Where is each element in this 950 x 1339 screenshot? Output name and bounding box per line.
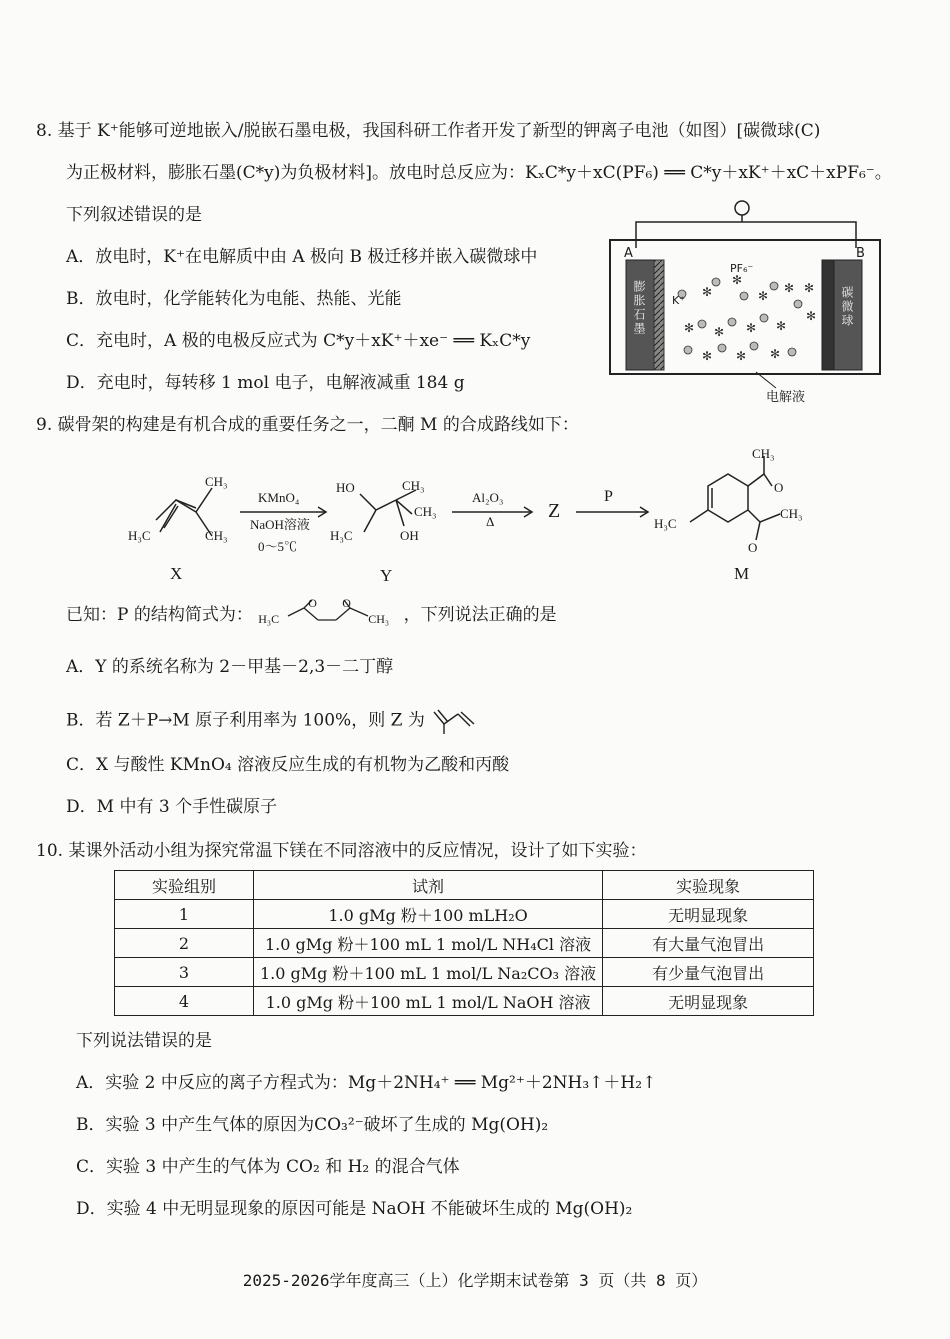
reagent1-bottom: 0～5℃ <box>258 539 298 554</box>
table-cell: 3 <box>115 958 254 987</box>
table-header: 实验组别 <box>115 871 254 900</box>
svg-text:✻: ✻ <box>806 309 817 323</box>
table-row <box>115 987 814 1016</box>
q9-option-a: A．Y 的系统名称为 2－甲基－2,3－二丁醇 <box>66 657 394 677</box>
x-h3c: H₃C <box>128 528 151 543</box>
pf6-ion-label: PF₆⁻ <box>730 262 754 275</box>
table-header-row <box>115 871 814 900</box>
q9-number: 9. <box>36 415 53 435</box>
table-cell: 有大量气泡冒出 <box>603 929 814 958</box>
reagent2-bottom: Δ <box>486 514 495 529</box>
p-o-right: O <box>342 596 351 610</box>
q10-option-d: D．实验 4 中无明显现象的原因可能是 NaOH 不能破坏生成的 Mg(OH)₂ <box>76 1199 633 1219</box>
q8-text-line2: 为正极材料，膨胀石墨(C*y)为负极材料]。放电时总反应为：KₓC*y＋xC(PF₆) ══ C*y＋xK⁺＋xC＋xPF₆⁻。 <box>66 163 892 183</box>
bulb-icon <box>735 201 749 215</box>
p-o-left: O <box>308 596 317 610</box>
reagent1-mid: NaOH溶液 <box>250 517 310 532</box>
svg-text:✻: ✻ <box>714 325 725 339</box>
table-cell: 无明显现象 <box>603 900 814 929</box>
table-cell: 1.0 gMg 粉＋100 mL 1 mol/L NH₄Cl 溶液 <box>254 929 603 958</box>
y-ho: HO <box>336 480 355 495</box>
electrode-a-text: 膨胀石墨 <box>632 280 646 336</box>
x-ch3-bottom: CH₃ <box>205 528 228 543</box>
table-cell: 4 <box>115 987 254 1016</box>
y-ch3-top: CH₃ <box>402 478 425 493</box>
q10-stem: 某课外活动小组为探究常温下镁在不同溶液中的反应情况，设计了如下实验： <box>68 841 647 861</box>
svg-text:✻: ✻ <box>804 281 815 295</box>
q9-known-prefix: 已知：P 的结构简式为： <box>66 605 253 625</box>
svg-text:✻: ✻ <box>732 273 743 287</box>
q8-option-d: D．充电时，每转移 1 mol 电子，电解液减重 184 g <box>66 373 465 393</box>
q8-option-a: A．放电时，K⁺在电解质中由 A 极向 B 极迁移并嵌入碳微球中 <box>66 247 538 267</box>
p-structure <box>258 596 398 626</box>
electrode-b-label: B <box>856 246 865 261</box>
table-row <box>115 929 814 958</box>
m-ch3-top: CH₃ <box>752 446 775 461</box>
q9-stem: 碳骨架的构建是有机合成的重要任务之一，二酮 M 的合成路线如下： <box>57 415 579 435</box>
q8-stem: 下列叙述错误的是 <box>66 205 202 225</box>
svg-text:✻: ✻ <box>770 347 781 361</box>
electrode-a-label: A <box>624 246 633 261</box>
reagent1-top: KMnO₄ <box>258 490 300 505</box>
q9-known-suffix: ，下列说法正确的是 <box>403 605 557 625</box>
table-cell: 1.0 gMg 粉＋100 mL 1 mol/L Na₂CO₃ 溶液 <box>254 958 603 987</box>
table-header: 实验现象 <box>603 871 814 900</box>
q10-option-a: A．实验 2 中反应的离子方程式为：Mg＋2NH₄⁺ ══ Mg²⁺＋2NH₃↑＋H₂↑ <box>76 1073 657 1093</box>
battery-figure <box>606 196 884 406</box>
q8-line1 <box>36 120 820 142</box>
table-header: 试剂 <box>254 871 603 900</box>
table-cell: 2 <box>115 929 254 958</box>
q9-option-c: C．X 与酸性 KMnO₄ 溶液反应生成的有机物为乙酸和丙酸 <box>66 755 510 775</box>
q9-known-line <box>66 596 557 626</box>
q10-number: 10. <box>36 841 64 861</box>
pf6-ion-symbols <box>684 273 816 363</box>
y-oh: OH <box>400 528 419 543</box>
q9-option-b <box>66 706 480 736</box>
svg-text:✻: ✻ <box>746 321 757 335</box>
table-row <box>115 958 814 987</box>
q10-stem-line <box>36 840 646 862</box>
table-cell: 1 <box>115 900 254 929</box>
reagent3-top: P <box>604 488 613 505</box>
svg-text:✻: ✻ <box>736 349 747 363</box>
svg-text:✻: ✻ <box>776 319 787 333</box>
external-circuit-wire <box>636 222 856 248</box>
m-h3c: H₃C <box>654 516 677 531</box>
svg-text:✻: ✻ <box>758 289 769 303</box>
experiment-table <box>114 870 814 1016</box>
svg-text:✻: ✻ <box>702 349 713 363</box>
p-h3c: H₃C <box>258 612 280 626</box>
table-cell: 无明显现象 <box>603 987 814 1016</box>
synthesis-scheme <box>0 444 950 584</box>
q8-text-line1: 基于 K⁺能够可逆地嵌入/脱嵌石墨电极，我国科研工作者开发了新型的钾离子电池（如图）[碳微球(C) <box>57 121 821 141</box>
svg-text:✻: ✻ <box>684 321 695 335</box>
y-h3c: H₃C <box>330 528 353 543</box>
label-x: X <box>170 564 183 583</box>
x-ch3-top: CH₃ <box>205 474 228 489</box>
svg-text:✻: ✻ <box>702 285 713 299</box>
q10-option-b: B．实验 3 中产生气体的原因为CO₃²⁻破坏了生成的 Mg(OH)₂ <box>76 1115 549 1135</box>
q10-option-c: C．实验 3 中产生的气体为 CO₂ 和 H₂ 的混合气体 <box>76 1157 460 1177</box>
m-o1: O <box>774 480 784 495</box>
q8-number: 8. <box>36 121 53 141</box>
svg-text:✻: ✻ <box>784 281 795 295</box>
m-ch3-right: CH₃ <box>780 506 803 521</box>
q8-option-c: C．充电时，A 极的电极反应式为 C*y＋xK⁺＋xe⁻ ══ KₓC*y <box>66 331 531 351</box>
q9-option-b-text: B．若 Z＋P→M 原子利用率为 100%，则 Z 为 <box>66 710 425 731</box>
m-o2: O <box>748 540 758 555</box>
table-row <box>115 900 814 929</box>
q8-option-b: B．放电时，化学能转化为电能、热能、光能 <box>66 289 402 309</box>
electrode-b-text: 碳微球 <box>840 286 854 328</box>
q10-after: 下列说法错误的是 <box>76 1031 212 1051</box>
label-y: Y <box>380 566 393 585</box>
label-m: M <box>734 564 750 583</box>
k-ion-label: K⁺ <box>672 294 686 307</box>
table-cell: 有少量气泡冒出 <box>603 958 814 987</box>
reagent2-top: Al₂O₃ <box>472 490 504 505</box>
label-z: Z <box>548 500 561 522</box>
y-ch3-right: CH₃ <box>414 504 437 519</box>
page-footer: 2025-2026学年度高三（上）化学期末试卷第 3 页（共 8 页） <box>242 1271 708 1290</box>
electrolyte-label: 电解液 <box>766 390 806 405</box>
p-ch3: CH₃ <box>368 612 390 626</box>
q9-stem-line <box>36 414 579 436</box>
q9-option-d: D．M 中有 3 个手性碳原子 <box>66 797 278 817</box>
z-structure-icon <box>430 706 480 736</box>
table-cell: 1.0 gMg 粉＋100 mL 1 mol/L NaOH 溶液 <box>254 987 603 1016</box>
table-cell: 1.0 gMg 粉＋100 mLH₂O <box>254 900 603 929</box>
